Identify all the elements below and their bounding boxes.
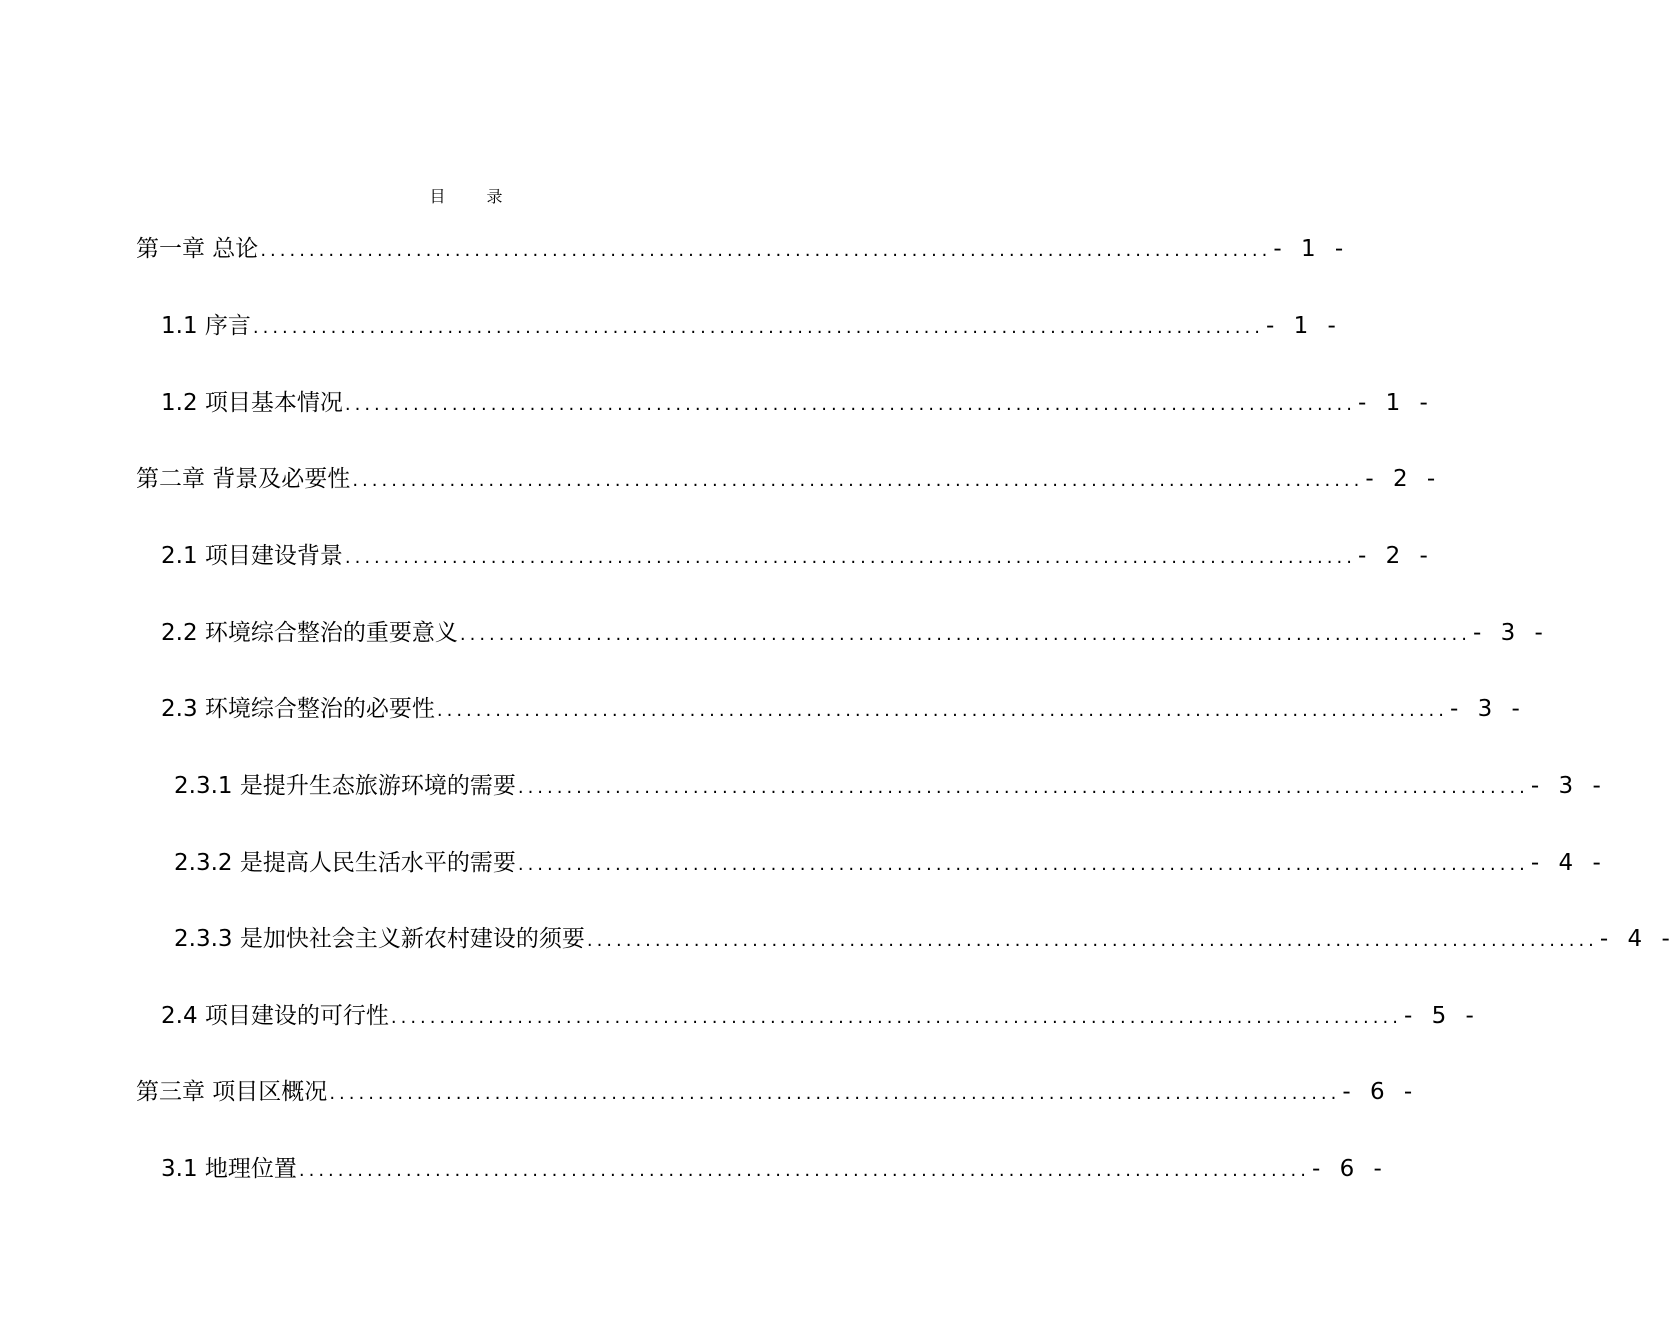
toc-leader-dots: ........................................................................................................ bbox=[344, 547, 1356, 568]
toc-entry-page: - 4 - bbox=[1530, 850, 1607, 876]
toc-leader-dots: ........................................................................................................ bbox=[329, 1083, 1341, 1104]
toc-entry-3-1[interactable] bbox=[161, 1154, 1388, 1184]
toc-leader-dots: ........................................................................................................ bbox=[252, 317, 1264, 338]
toc-entry-page: - 3 - bbox=[1530, 773, 1607, 799]
toc-entry-page: - 6 - bbox=[1311, 1156, 1388, 1182]
toc-entry-page: - 1 - bbox=[1265, 313, 1342, 339]
toc-leader-dots: ........................................................................................................ bbox=[352, 470, 1364, 491]
toc-leader-dots: ........................................................................................................ bbox=[390, 1007, 1402, 1028]
toc-entry-chapter-3[interactable] bbox=[136, 1077, 1419, 1107]
toc-entry-2-3-1[interactable] bbox=[174, 771, 1607, 801]
toc-entry-page: - 2 - bbox=[1365, 466, 1442, 492]
toc-entry-2-1[interactable] bbox=[161, 541, 1434, 571]
toc-leader-dots: ........................................................................................................ bbox=[344, 394, 1356, 415]
toc-entry-page: - 6 - bbox=[1342, 1079, 1419, 1105]
toc-entry-label: 2.1 项目建设背景 bbox=[161, 543, 343, 569]
toc-leader-dots: ........................................................................................................ bbox=[586, 930, 1598, 951]
toc-entry-page: - 1 - bbox=[1273, 236, 1350, 262]
toc-leader-dots: ........................................................................................................ bbox=[436, 700, 1448, 721]
toc-entry-2-3[interactable] bbox=[161, 694, 1526, 724]
toc-entry-chapter-2[interactable] bbox=[136, 464, 1442, 494]
toc-entry-page: - 4 - bbox=[1599, 926, 1676, 952]
toc-entry-1-1[interactable] bbox=[161, 311, 1342, 341]
toc-entry-label: 2.4 项目建设的可行性 bbox=[161, 1003, 389, 1029]
toc-leader-dots: ........................................................................................................ bbox=[517, 777, 1529, 798]
toc-entry-page: - 3 - bbox=[1449, 696, 1526, 722]
toc-leader-dots: ........................................................................................................ bbox=[459, 624, 1471, 645]
toc-entry-label: 3.1 地理位置 bbox=[161, 1156, 297, 1182]
toc-entry-label: 2.2 环境综合整治的重要意义 bbox=[161, 620, 458, 646]
toc-entry-label: 2.3.1 是提升生态旅游环境的需要 bbox=[174, 773, 516, 799]
toc-leader-dots: ........................................................................................................ bbox=[298, 1160, 1310, 1181]
toc-entry-page: - 1 - bbox=[1357, 390, 1434, 416]
toc-entry-label: 1.1 序言 bbox=[161, 313, 251, 339]
toc-entry-label: 第二章 背景及必要性 bbox=[136, 466, 351, 492]
toc-entry-2-3-2[interactable] bbox=[174, 848, 1607, 878]
toc-title: 目 录 bbox=[429, 187, 521, 206]
toc-entry-page: - 3 - bbox=[1472, 620, 1549, 646]
toc-entry-label: 第三章 项目区概况 bbox=[136, 1079, 328, 1105]
toc-entry-label: 1.2 项目基本情况 bbox=[161, 390, 343, 416]
toc-leader-dots: ........................................................................................................ bbox=[260, 240, 1272, 261]
toc-entry-2-3-3[interactable] bbox=[174, 924, 1676, 954]
toc-entry-label: 2.3.2 是提高人民生活水平的需要 bbox=[174, 850, 516, 876]
toc-entry-label: 2.3.3 是加快社会主义新农村建设的须要 bbox=[174, 926, 585, 952]
toc-entry-page: - 2 - bbox=[1357, 543, 1434, 569]
toc-entry-page: - 5 - bbox=[1403, 1003, 1480, 1029]
toc-entry-2-4[interactable] bbox=[161, 1001, 1480, 1031]
toc-entry-chapter-1[interactable] bbox=[136, 234, 1350, 264]
toc-leader-dots: ........................................................................................................ bbox=[517, 854, 1529, 875]
toc-entry-2-2[interactable] bbox=[161, 618, 1549, 648]
toc-entry-label: 第一章 总论 bbox=[136, 236, 259, 262]
toc-entry-label: 2.3 环境综合整治的必要性 bbox=[161, 696, 435, 722]
toc-entry-1-2[interactable] bbox=[161, 388, 1434, 418]
